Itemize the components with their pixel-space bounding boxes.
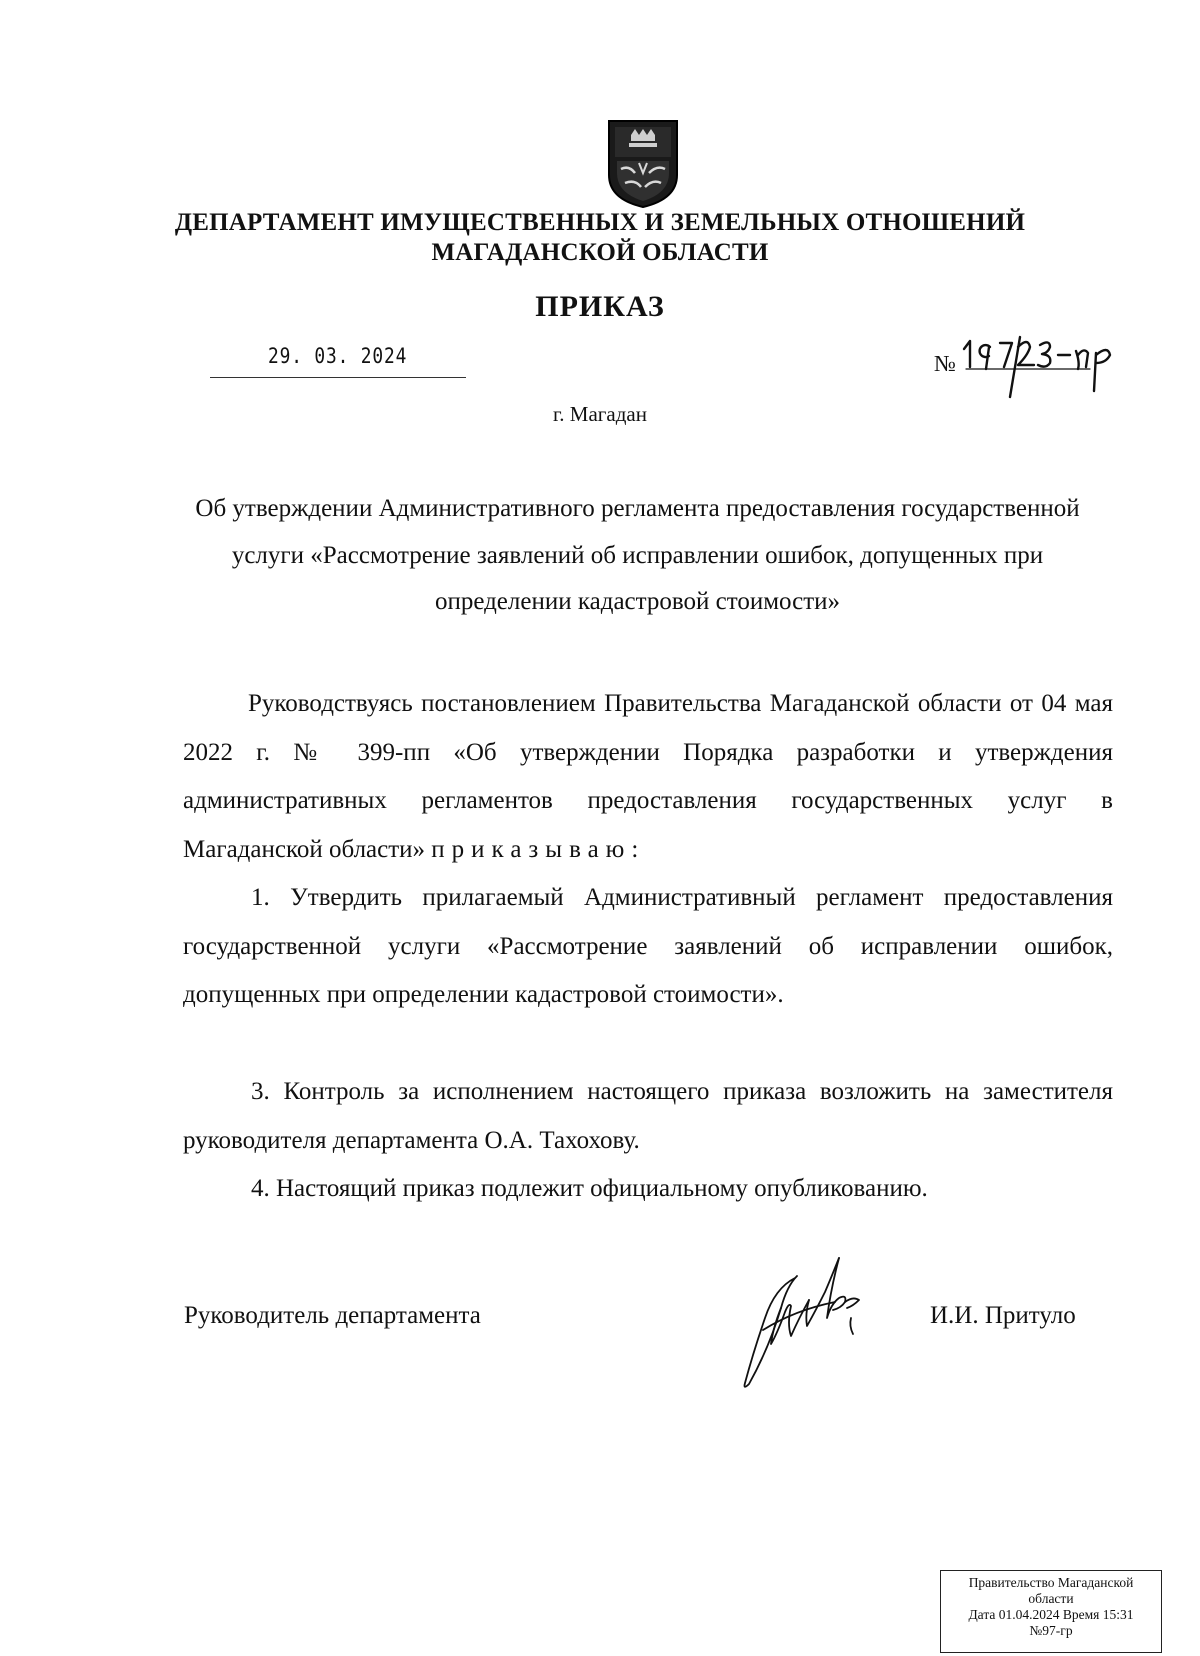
intro-paragraph — [183, 680, 1113, 874]
coat-of-arms-emblem — [605, 117, 681, 209]
stamp-line-2: области — [1028, 1591, 1074, 1606]
handwritten-document-number — [960, 335, 1130, 407]
stamp-line-3: Дата 01.04.2024 Время 15:31 — [968, 1607, 1134, 1622]
order-item-4: 4. Настоящий приказ подлежит официальному опубликованию. — [251, 1175, 928, 1202]
stamp-line-4: №97-гр — [1029, 1623, 1073, 1638]
organization-name-line1: ДЕПАРТАМЕНТ ИМУЩЕСТВЕННЫХ И ЗЕМЕЛЬНЫХ ОТНОШЕНИЙ — [174, 209, 1026, 236]
intro-command: приказываю: — [431, 835, 646, 863]
document-city: г. Магадан — [553, 402, 647, 426]
intro-text: Руководствуясь постановлением Правительства Магаданской области от 04 мая 2022 г. № 399-пп «Об утверждении Порядка разработки и утверждения административных регламентов предоставления государственных услуг в Магаданской области» — [183, 690, 1113, 863]
document-type-heading: ПРИКАЗ — [535, 290, 665, 323]
number-sign: № — [934, 351, 956, 376]
signatory-name: И.И. Притуло — [930, 1302, 1076, 1329]
stamp-line-1: Правительство Магаданской — [968, 1575, 1134, 1590]
signatory-role: Руководитель департамента — [184, 1302, 481, 1329]
order-item-1: 1. Утвердить прилагаемый Административный регламент предоставления государственной услуги «Рассмотрение заявлений об исправлении ошибок, допущенных при определении кадастровой стоимости». — [183, 884, 1113, 1009]
organization-name-line2: МАГАДАНСКОЙ ОБЛАСТИ — [431, 239, 769, 266]
document-number-text — [960, 386, 964, 387]
document-title: Об утверждении Административного регламента предоставления государственной услуги «Рассмотрение заявлений об исправлении ошибок, допущенных при определении кадастровой стоимости» — [195, 495, 1080, 615]
document-date: 29. 03. 2024 — [268, 344, 408, 368]
order-item-3: 3. Контроль за исполнением настоящего приказа возложить на заместителя руководителя департамента О.А. Тахохову. — [183, 1078, 1113, 1154]
date-underline — [210, 377, 466, 378]
registration-stamp — [940, 1570, 1162, 1653]
handwritten-signature — [735, 1248, 870, 1391]
